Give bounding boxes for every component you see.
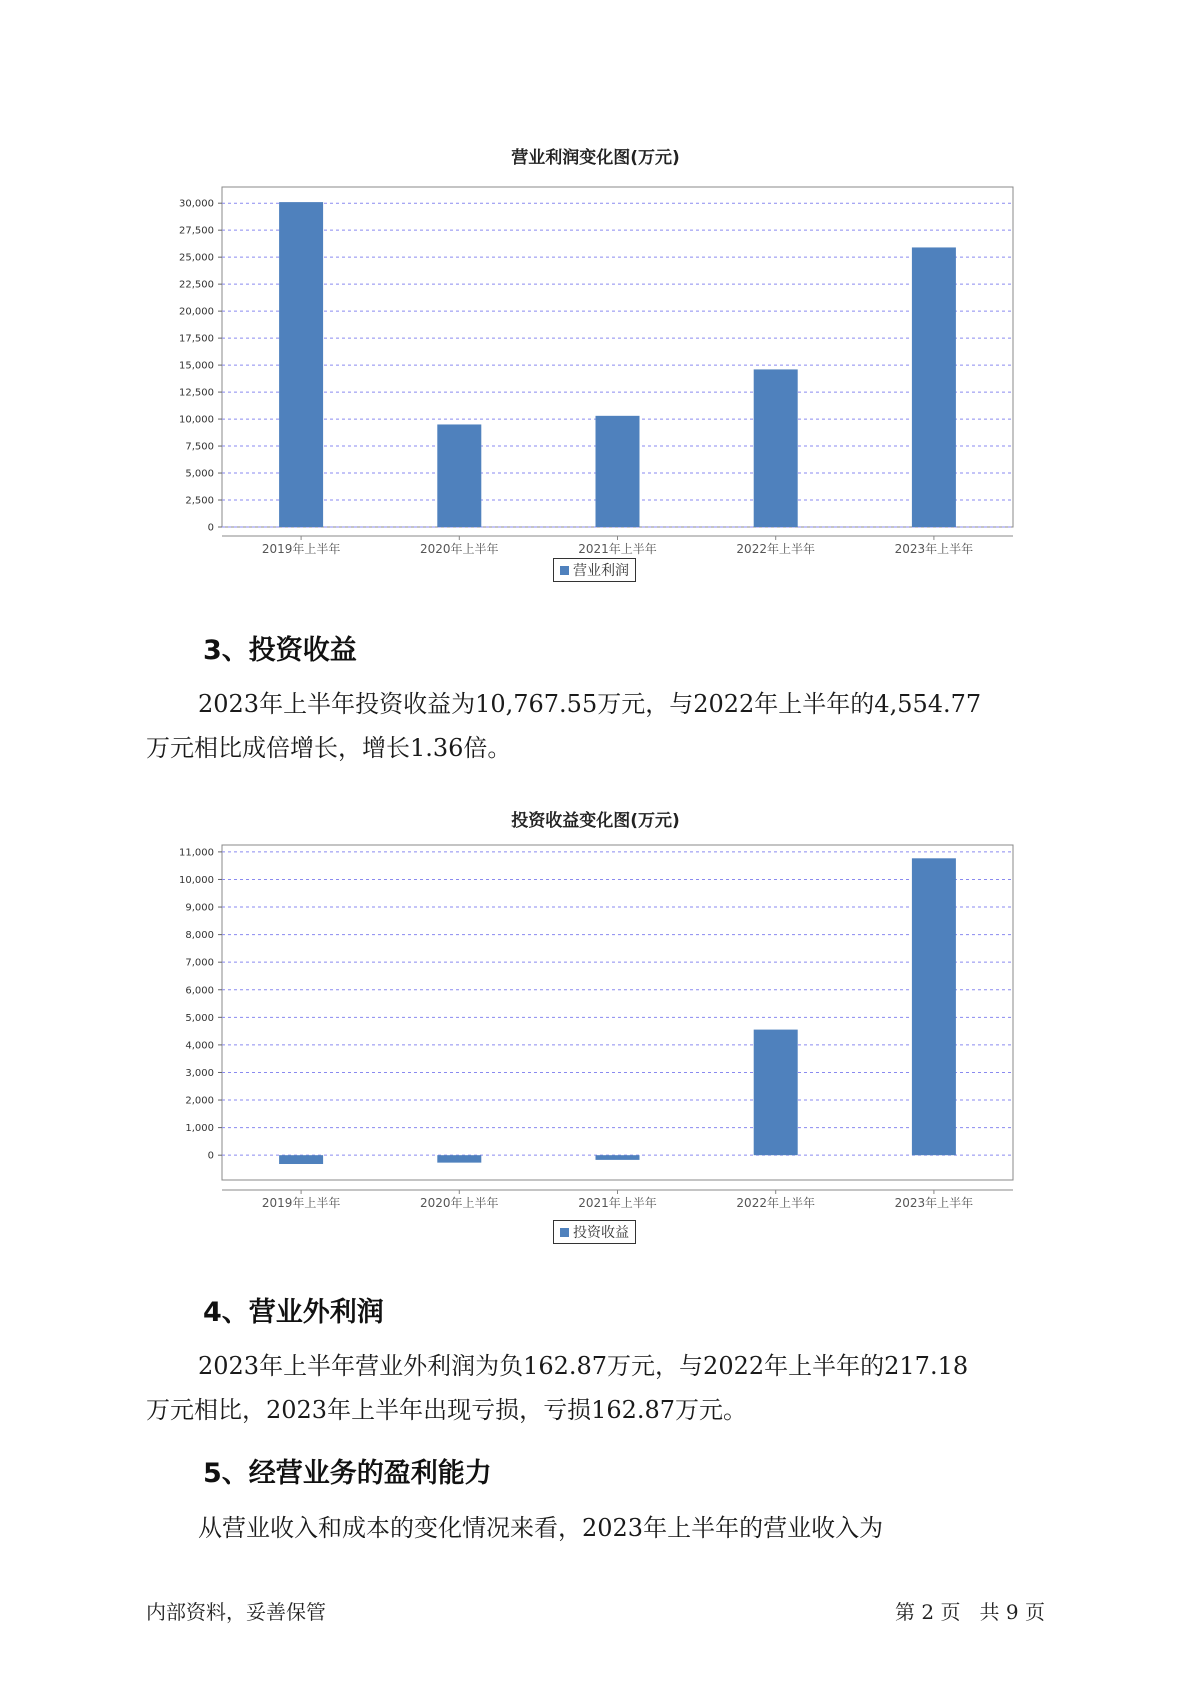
y-tick-label: 20,000 <box>179 306 214 318</box>
x-tick-label: 2020年上半年 <box>420 542 499 556</box>
y-tick-label: 30,000 <box>179 198 214 210</box>
y-tick-label: 8,000 <box>185 930 214 942</box>
y-tick-label: 27,500 <box>179 225 214 237</box>
x-tick-label: 2019年上半年 <box>261 542 341 556</box>
x-tick-label: 2021年上半年 <box>578 542 657 556</box>
y-tick-label: 3,000 <box>185 1067 214 1079</box>
bar-营业利润-2020年上半年 <box>437 424 481 527</box>
y-tick-label: 0 <box>207 522 214 534</box>
chart2-title: 投资收益变化图(万元) <box>511 811 680 831</box>
bar-投资收益-2023年上半年 <box>912 858 956 1155</box>
section-3-paragraph <box>146 682 1056 770</box>
y-tick-label: 0 <box>207 1150 214 1162</box>
chart1-title: 营业利润变化图(万元) <box>511 148 680 168</box>
y-tick-label: 11,000 <box>179 847 214 859</box>
bar-投资收益-2019年上半年 <box>279 1155 323 1164</box>
y-tick-label: 1,000 <box>185 1123 214 1135</box>
section-4-line1: 2023年上半年营业外利润为负162.87万元，与2022年上半年的217.18 <box>198 1352 969 1380</box>
y-tick-label: 12,500 <box>179 387 214 399</box>
y-tick-label: 2,000 <box>185 1095 214 1107</box>
y-tick-label: 6,000 <box>185 985 214 997</box>
section-3-line2: 万元相比成倍增长，增长1.36倍。 <box>146 734 512 762</box>
x-tick-label: 2022年上半年 <box>736 542 815 556</box>
footer-page-number: 第 2 页 共 9 页 <box>895 1600 1045 1624</box>
footer-confidential-note: 内部资料，妥善保管 <box>146 1600 326 1624</box>
x-tick-label: 2023年上半年 <box>894 1196 974 1210</box>
bar-营业利润-2021年上半年 <box>596 416 640 527</box>
bar-投资收益-2020年上半年 <box>437 1155 481 1162</box>
y-tick-label: 15,000 <box>179 360 214 372</box>
bar-营业利润-2023年上半年 <box>912 247 956 527</box>
section-5-line1: 从营业收入和成本的变化情况来看，2023年上半年的营业收入为 <box>198 1514 884 1542</box>
y-tick-label: 22,500 <box>179 279 214 291</box>
legend-swatch-icon <box>560 566 569 575</box>
investment-income-chart <box>0 835 1191 1255</box>
x-tick-label: 2019年上半年 <box>261 1196 341 1210</box>
chart2-legend <box>553 1220 636 1244</box>
section-5-heading: 5、经营业务的盈利能力 <box>203 1458 492 1489</box>
y-tick-label: 10,000 <box>179 414 214 426</box>
y-tick-label: 7,000 <box>185 957 214 969</box>
x-tick-label: 2021年上半年 <box>578 1196 657 1210</box>
y-tick-label: 17,500 <box>179 333 214 345</box>
plot-area <box>222 845 1013 1180</box>
x-tick-label: 2023年上半年 <box>894 542 974 556</box>
y-tick-label: 25,000 <box>179 252 214 264</box>
bar-投资收益-2021年上半年 <box>596 1155 640 1160</box>
y-tick-label: 5,000 <box>185 468 214 480</box>
bar-投资收益-2022年上半年 <box>754 1030 798 1156</box>
section-3-line1: 2023年上半年投资收益为10,767.55万元，与2022年上半年的4,554.77 <box>198 690 982 718</box>
x-tick-label: 2022年上半年 <box>736 1196 815 1210</box>
y-tick-label: 5,000 <box>185 1012 214 1024</box>
chart1-legend-label: 营业利润 <box>573 563 629 579</box>
section-5-paragraph <box>146 1506 1056 1550</box>
legend-swatch-icon <box>560 1228 569 1237</box>
chart2-legend-label: 投资收益 <box>573 1225 629 1241</box>
y-tick-label: 4,000 <box>185 1040 214 1052</box>
y-tick-label: 9,000 <box>185 902 214 914</box>
section-4-heading: 4、营业外利润 <box>203 1297 384 1328</box>
operating-profit-chart <box>0 170 1191 590</box>
y-tick-label: 10,000 <box>179 874 214 886</box>
bar-营业利润-2022年上半年 <box>754 369 798 527</box>
section-4-line2: 万元相比，2023年上半年出现亏损，亏损162.87万元。 <box>146 1396 748 1424</box>
section-3-heading: 3、投资收益 <box>203 635 357 666</box>
chart1-legend <box>553 558 636 582</box>
y-tick-label: 2,500 <box>185 495 214 507</box>
x-tick-label: 2020年上半年 <box>420 1196 499 1210</box>
y-tick-label: 7,500 <box>185 441 214 453</box>
section-4-paragraph <box>146 1344 1056 1432</box>
bar-营业利润-2019年上半年 <box>279 202 323 527</box>
